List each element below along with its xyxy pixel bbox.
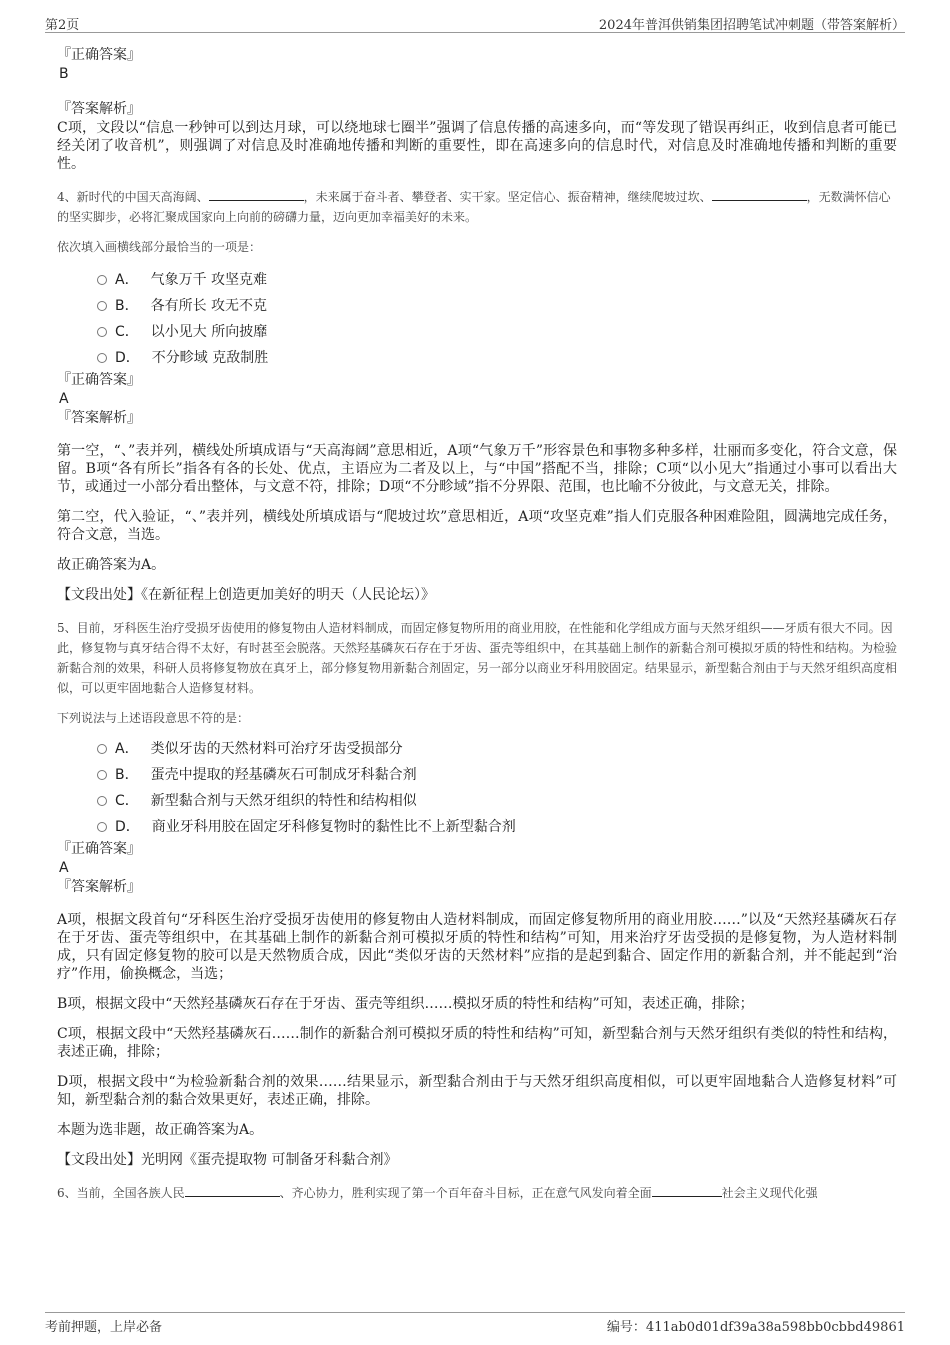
correct-answer-value: B: [59, 66, 69, 82]
analysis-text: C项，文段以“信息一秒钟可以到达月球，可以绕地球七圈半”强调了信息传播的高速多向，而“等发现了错误再纠正，收到信息者可能已经关闭了收音机”，则强调了对信息及时准确地传播和判断的重要性，即在高速多向的信息时代，对信息及时准确地传播和判断的重要性。: [57, 120, 897, 172]
correct-answer-label: 『正确答案』: [57, 47, 141, 63]
option-b[interactable]: B． 各有所长 攻无不克: [97, 293, 897, 319]
footer-slogan: 考前押题，上岸必备: [45, 1320, 163, 1335]
correct-answer-value: A: [59, 860, 69, 876]
question-stem: 6、当前，全国各族人民 、齐心协力，胜利实现了第一个百年奋斗目标，正在意气风发向着全面 社会主义现代化强: [57, 1186, 818, 1200]
question-prompt: 依次填入画横线部分最恰当的一项是：: [57, 240, 262, 254]
fill-blank: [185, 1184, 280, 1197]
fill-blank: [652, 1184, 722, 1197]
radio-icon[interactable]: [97, 770, 107, 780]
radio-icon[interactable]: [97, 822, 107, 832]
analysis-text: 本题为选非题，故正确答案为A。: [57, 1122, 264, 1138]
source-citation: 【文段出处】《在新征程上创造更加美好的明天（人民论坛）》: [57, 587, 435, 603]
correct-answer-value: A: [59, 391, 69, 407]
analysis-label: 『答案解析』: [57, 410, 141, 426]
question-stem: 4、新时代的中国天高海阔、 ，未来属于奋斗者、攀登者、实干家。坚定信心、振奋精神，继续爬坡过坎、 ，无数满怀信心的坚实脚步，必将汇聚成国家向上向前的磅礴力量，迈向更加幸福美好的未来。: [57, 190, 891, 224]
analysis-text: D项，根据文段中“为检验新黏合剂的效果……结果显示，新型黏合剂由于与天然牙组织高度相似，可以更牢固地黏合人造修复材料”可知，新型黏合剂的黏合效果更好，表述正确，排除。: [57, 1074, 897, 1108]
analysis-text: C项，根据文段中“天然羟基磷灰石……制作的新黏合剂可模拟牙质的特性和结构”可知，新型黏合剂与天然牙组织有类似的特性和结构，表述正确，排除；: [57, 1026, 897, 1060]
radio-icon[interactable]: [97, 796, 107, 806]
fill-blank: [209, 188, 304, 201]
document-serial: 编号：411ab0d01df39a38a598bb0cbbd49861: [606, 1320, 905, 1335]
question-prompt: 下列说法与上述语段意思不符的是：: [57, 711, 250, 725]
analysis-text: 故正确答案为A。: [57, 557, 166, 573]
analysis-text: A项，根据文段首句“牙科医生治疗受损牙齿使用的修复物由人造材料制成，而固定修复物所用的商业用胶……”以及“天然羟基磷灰石存在于牙齿、蛋壳等组织中，在其基础上制作的新黏合剂可模拟牙质的特性和结构”可知，用来治疗牙齿受损的是修复物，为人造材料制成，只有固定修复物的胶可以是天然物质合成，因此“类似牙齿的天然材料”应指的是起到黏合、固定作用的新黏合剂，并不能起到“治疗”作用，偷换概念，当选；: [57, 912, 897, 982]
option-c[interactable]: C． 以小见大 所向披靡: [97, 319, 897, 345]
option-d[interactable]: D． 不分畛域 克敌制胜: [97, 345, 897, 371]
option-b[interactable]: B． 蛋壳中提取的羟基磷灰石可制成牙科黏合剂: [97, 762, 897, 788]
analysis-label: 『答案解析』: [57, 101, 141, 117]
radio-icon[interactable]: [97, 301, 107, 311]
option-a[interactable]: A． 类似牙齿的天然材料可治疗牙齿受损部分: [97, 736, 897, 762]
correct-answer-label: 『正确答案』: [57, 841, 141, 857]
question-stem: 5、目前，牙科医生治疗受损牙齿使用的修复物由人造材料制成，而固定修复物所用的商业用胶，在性能和化学组成方面与天然牙组织——牙质有很大不同。因此，修复物与真牙结合得不太好，有时甚至会脱落。天然羟基磷灰石存在于牙齿、蛋壳等组织中，在其基础上制作的新黏合剂可模拟牙质的特性和结构。为检验新黏合剂的效果，科研人员将修复物放在真牙上，部分修复物用新黏合剂固定，另一部分以商业牙科用胶固定。结果显示，新型黏合剂由于与天然牙组织高度相似，可以更牢固地黏合人造修复材料。: [57, 621, 898, 695]
main-content: [57, 46, 897, 1203]
option-list: [57, 267, 897, 371]
correct-answer-label: 『正确答案』: [57, 372, 141, 388]
analysis-label: 『答案解析』: [57, 879, 141, 895]
radio-icon[interactable]: [97, 353, 107, 363]
option-d[interactable]: D． 商业牙科用胶在固定牙科修复物时的黏性比不上新型黏合剂: [97, 814, 897, 840]
page-footer: [45, 1312, 905, 1337]
page-header: [45, 10, 905, 33]
analysis-text: B项，根据文段中“天然羟基磷灰石存在于牙齿、蛋壳等组织……模拟牙质的特性和结构”可知，表述正确，排除；: [57, 996, 754, 1012]
option-c[interactable]: C． 新型黏合剂与天然牙组织的特性和结构相似: [97, 788, 897, 814]
page-number: 第2页: [45, 18, 80, 33]
option-list: [57, 736, 897, 840]
fill-blank: [712, 188, 807, 201]
radio-icon[interactable]: [97, 327, 107, 337]
analysis-text: 第一空，“、”表并列，横线处所填成语与“天高海阔”意思相近，A项“气象万千”形容景色和事物多种多样，壮丽而多变化，符合文意，保留。B项“各有所长”指各有各的长处、优点，主语应为二者及以上，与“中国”搭配不当，排除；C项“以小见大”指通过小事可以看出大节，或通过一小部分看出整体，与文意不符，排除；D项“不分畛域”指不分界限、范围，也比喻不分彼此，与文意无关，排除。: [57, 443, 897, 495]
document-title: 2024年普洱供销集团招聘笔试冲刺题（带答案解析）: [598, 18, 905, 33]
source-citation: 【文段出处】光明网《蛋壳提取物 可制备牙科黏合剂》: [57, 1152, 398, 1168]
radio-icon[interactable]: [97, 744, 107, 754]
radio-icon[interactable]: [97, 275, 107, 285]
analysis-text: 第二空，代入验证，“、”表并列，横线处所填成语与“爬坡过坎”意思相近，A项“攻坚克难”指人们克服各种困难险阻，圆满地完成任务，符合文意，当选。: [57, 509, 897, 543]
option-a[interactable]: A． 气象万千 攻坚克难: [97, 267, 897, 293]
